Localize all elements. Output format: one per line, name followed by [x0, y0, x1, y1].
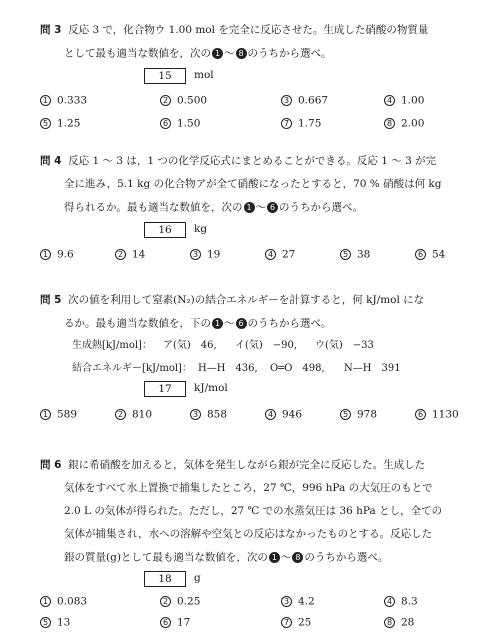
question-5-text-1: 次の値を利用して窒素(N₂)の結合エネルギーを計算すると，何 kJ/mol にな — [68, 294, 425, 306]
option-number-badge: 5 — [40, 118, 51, 129]
question-4-text-3a: 得られるか。最も適当な数値を，次の — [64, 201, 243, 214]
range-end-badge: 6 — [267, 202, 278, 213]
option-4[interactable] — [265, 409, 302, 420]
question-5-line-2 — [64, 318, 332, 329]
option-1[interactable] — [40, 249, 74, 260]
question-4-line-1 — [40, 156, 436, 167]
option-number-badge: 1 — [40, 596, 51, 607]
option-number-badge: 4 — [265, 249, 276, 260]
answer-unit: kJ/mol — [194, 382, 228, 394]
option-6[interactable] — [160, 617, 190, 628]
bond-oo: O═O 498, — [270, 363, 325, 374]
option-3[interactable] — [281, 95, 328, 106]
question-3-text-2b: のうちから選べ。 — [247, 47, 332, 60]
question-6-label: 問 6 — [40, 459, 62, 471]
option-number-badge: 7 — [281, 118, 292, 129]
question-3-line-1 — [40, 25, 428, 36]
question-5-line-1 — [40, 295, 424, 306]
option-2[interactable] — [115, 409, 152, 420]
option-value: 4.2 — [298, 595, 315, 608]
option-3[interactable] — [281, 596, 315, 607]
option-3[interactable] — [190, 409, 227, 420]
option-value: 9.6 — [57, 248, 74, 261]
answer-box[interactable]: 15 — [144, 68, 186, 84]
question-3-text-2a: として最も適当な数値を，次の — [64, 47, 211, 60]
option-1[interactable] — [40, 596, 87, 607]
option-8[interactable] — [384, 118, 424, 129]
question-5-label: 問 5 — [40, 294, 62, 306]
range-start-badge: 1 — [244, 202, 255, 213]
question-4-text-3b: のうちから選べ。 — [279, 201, 363, 214]
option-value: 25 — [298, 616, 312, 629]
option-2[interactable] — [115, 249, 145, 260]
question-4-line-3 — [64, 202, 363, 213]
question-4-line-2: 全に進み，5.1 kg の化合物アが全て硝酸になったとすると，70 % 硝酸は何 kg — [64, 178, 442, 190]
option-7[interactable] — [281, 118, 321, 129]
option-value: 810 — [132, 408, 153, 421]
heat-i: イ(気) −90, — [235, 340, 298, 351]
option-6[interactable] — [415, 249, 445, 260]
option-number-badge: 5 — [340, 249, 351, 260]
option-5[interactable] — [40, 617, 70, 628]
option-value: 978 — [357, 408, 378, 421]
option-2[interactable] — [160, 596, 200, 607]
question-4-text-1: 反応 1 ～ 3 は，1 つの化学反応式にまとめることができる。反応 1 ～ 3 が完 — [68, 155, 437, 167]
option-value: 17 — [177, 616, 191, 629]
option-value: 1130 — [432, 408, 459, 421]
option-6[interactable] — [160, 118, 200, 129]
range-separator: ～ — [224, 47, 235, 60]
question-6-text-1: 銀に希硝酸を加えると，気体を発生しながら銀が完全に反応した。生成した — [68, 459, 426, 471]
option-4[interactable] — [384, 596, 418, 607]
answer-box[interactable]: 17 — [144, 381, 186, 397]
answer-box[interactable]: 18 — [144, 571, 186, 587]
option-number-badge: 2 — [160, 95, 171, 106]
option-5[interactable] — [340, 409, 377, 420]
answer-unit: mol — [194, 69, 214, 81]
option-number-badge: 7 — [281, 617, 292, 628]
range-end-badge: 8 — [236, 48, 247, 59]
option-number-badge: 2 — [160, 596, 171, 607]
option-number-badge: 1 — [40, 95, 51, 106]
option-number-badge: 3 — [190, 249, 201, 260]
option-number-badge: 4 — [384, 95, 395, 106]
answer-box[interactable]: 16 — [144, 222, 186, 238]
option-value: 8.3 — [401, 595, 418, 608]
option-4[interactable] — [265, 249, 295, 260]
option-number-badge: 1 — [40, 249, 51, 260]
heat-of-formation-label: 生成熱[kJ/mol]： — [72, 340, 152, 351]
range-start-badge: 1 — [212, 318, 223, 329]
option-1[interactable] — [40, 95, 87, 106]
option-1[interactable] — [40, 409, 77, 420]
question-3-label: 問 3 — [40, 24, 62, 36]
range-end-badge: 6 — [236, 318, 247, 329]
option-4[interactable] — [384, 95, 424, 106]
option-2[interactable] — [160, 95, 207, 106]
option-value: 0.667 — [298, 94, 329, 107]
option-number-badge: 2 — [115, 249, 126, 260]
question-5-text-2b: のうちから選べ。 — [247, 317, 332, 330]
option-value: 19 — [207, 248, 221, 261]
heat-a: ア(気) 46, — [163, 340, 217, 351]
option-number-badge: 3 — [281, 596, 292, 607]
option-number-badge: 6 — [160, 118, 171, 129]
option-number-badge: 2 — [115, 409, 126, 420]
range-end-badge: 8 — [292, 552, 303, 563]
option-number-badge: 1 — [40, 409, 51, 420]
option-value: 54 — [432, 248, 446, 261]
option-number-badge: 8 — [384, 118, 395, 129]
question-6-text-5a: 銀の質量(g)として最も適当な数値を，次の — [64, 551, 268, 564]
question-6-line-2: 気体をすべて水上置換で捕集したところ，27 ℃，996 hPa の大気圧のもとで — [64, 482, 433, 494]
option-value: 589 — [57, 408, 78, 421]
range-start-badge: 1 — [269, 552, 280, 563]
option-number-badge: 8 — [384, 617, 395, 628]
option-value: 1.00 — [401, 94, 425, 107]
bond-hh: H—H 436, — [198, 363, 258, 374]
option-number-badge: 3 — [190, 409, 201, 420]
option-value: 0.25 — [177, 595, 201, 608]
option-value: 14 — [132, 248, 146, 261]
option-value: 13 — [57, 616, 71, 629]
option-value: 0.333 — [57, 94, 88, 107]
question-4-label: 問 4 — [40, 155, 62, 167]
bond-nh: N—H 391 — [344, 363, 401, 374]
option-number-badge: 4 — [384, 596, 395, 607]
option-value: 1.75 — [298, 117, 322, 130]
answer-unit: kg — [194, 223, 208, 235]
option-8[interactable] — [384, 617, 414, 628]
option-number-badge: 3 — [281, 95, 292, 106]
option-7[interactable] — [281, 617, 311, 628]
option-5[interactable] — [40, 118, 80, 129]
question-6-line-3: 2.0 L の気体が得られた。ただし，27 ℃ での水蒸気圧は 36 hPa とし，全ての — [64, 505, 443, 517]
option-value: 27 — [282, 248, 296, 261]
question-3-line-2 — [64, 48, 332, 59]
option-3[interactable] — [190, 249, 220, 260]
question-6-line-4: 気体が捕集され，水への溶解や空気との反応はなかったものとする。反応した — [64, 528, 433, 540]
option-value: 2.00 — [401, 117, 425, 130]
option-value: 0.500 — [177, 94, 208, 107]
option-value: 946 — [282, 408, 303, 421]
option-number-badge: 4 — [265, 409, 276, 420]
range-separator: ～ — [280, 551, 292, 564]
answer-unit: g — [194, 572, 201, 584]
bond-energy-label: 結合エネルギー[kJ/mol]： — [72, 363, 192, 374]
option-value: 1.50 — [177, 117, 201, 130]
option-5[interactable] — [340, 249, 370, 260]
heat-u: ウ(気) −33 — [315, 340, 374, 351]
option-number-badge: 5 — [340, 409, 351, 420]
option-number-badge: 5 — [40, 617, 51, 628]
option-value: 38 — [357, 248, 371, 261]
question-6-text-5b: のうちから選べ。 — [304, 551, 389, 564]
range-separator: ～ — [224, 317, 235, 330]
option-number-badge: 6 — [160, 617, 171, 628]
question-5-text-2a: るか。最も適当な数値を，下の — [64, 317, 211, 330]
option-value: 1.25 — [57, 117, 81, 130]
range-separator: ～ — [255, 201, 266, 214]
question-3-text-1: 反応 3 で，化合物ウ 1.00 mol を完全に反応させた。生成した硝酸の物質量 — [68, 24, 429, 36]
option-number-badge: 6 — [415, 409, 426, 420]
option-value: 28 — [401, 616, 415, 629]
option-value: 858 — [207, 408, 228, 421]
question-6-line-1 — [40, 460, 425, 471]
option-value: 0.083 — [57, 595, 88, 608]
option-number-badge: 6 — [415, 249, 426, 260]
question-6-line-5 — [64, 552, 388, 563]
option-6[interactable] — [415, 409, 459, 420]
range-start-badge: 1 — [212, 48, 223, 59]
